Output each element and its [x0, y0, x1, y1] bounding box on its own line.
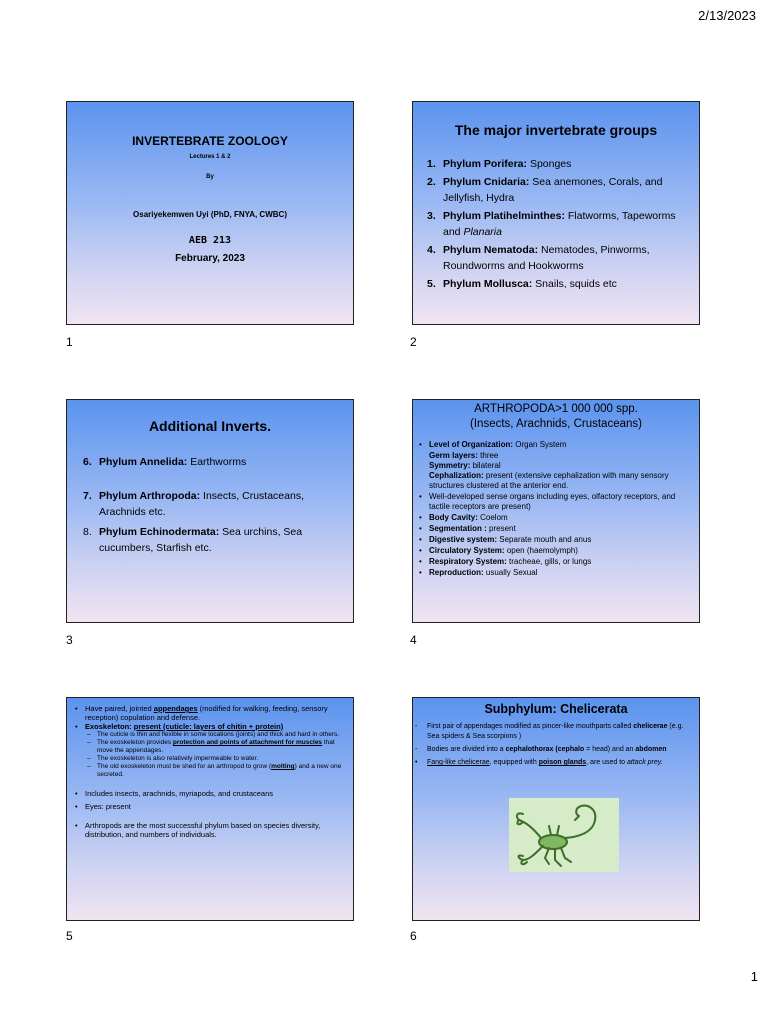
- print-date: 2/13/2023: [698, 8, 756, 23]
- course-code: AEB 213: [188, 235, 232, 246]
- slide-title: INVERTEBRATE ZOOLOGY: [132, 134, 288, 148]
- feature-list: [417, 440, 693, 579]
- author: Osariyekemwen Uyi (PhD, FNYA, CWBC): [133, 210, 287, 219]
- list-item: 3. Phylum Platihelminthes: Flatworms, Tapeworms and Planaria: [427, 210, 676, 238]
- list-item: – The cuticle is thin and flexible in some locations (joints) and thick and hard in others.: [73, 731, 347, 739]
- list-item: Cephalization: present (extensive cephalization with many sensory structures clustered at the anterior end.: [429, 471, 669, 490]
- slide-4: [412, 399, 700, 623]
- slide-1: [66, 101, 354, 325]
- list-item: Symmetry: bilateral: [429, 461, 501, 470]
- slide-number: 6: [410, 929, 417, 943]
- list-item: • Respiratory System: tracheae, gills, or lungs: [417, 557, 693, 567]
- list-item: • Circulatory System: open (haemolymph): [417, 546, 693, 556]
- slide-number: 5: [66, 929, 73, 943]
- lectures-label: Lectures 1 & 2: [189, 154, 231, 160]
- by-label: By: [206, 174, 214, 180]
- list-item: – The exoskeleton provides protection and points of attachment for muscles that move the appendages.: [73, 739, 347, 755]
- list-item: • Digestive system: Separate mouth and anus: [417, 535, 693, 545]
- arthropod-notes: [73, 704, 347, 839]
- list-item: 2. Phylum Cnidaria: Sea anemones, Corals, and Jellyfish, Hydra: [427, 176, 663, 204]
- group-list: [427, 156, 689, 294]
- scorpion-icon: [509, 798, 619, 872]
- scorpion-illustration: [509, 798, 619, 872]
- list-item: • Includes insects, arachnids, myriapods, and crustaceans: [73, 789, 347, 798]
- list-item: • Reproduction: usually Sexual: [417, 568, 693, 578]
- slide-number: 4: [410, 633, 417, 647]
- list-item: 8. Phylum Echinodermata: Sea urchins, Sea cucumbers, Starfish etc.: [83, 526, 303, 554]
- page-number: 1: [750, 969, 758, 984]
- slide-number: 3: [66, 633, 73, 647]
- chelicerata-list: [415, 722, 693, 771]
- list-item: 6. Phylum Annelida: Earthworms: [83, 456, 247, 468]
- list-item: 1. Phylum Porifera: Sponges: [427, 158, 572, 170]
- list-item: 7. Phylum Arthropoda: Insects, Crustaceans, Arachnids etc.: [83, 490, 304, 518]
- list-item: • Exoskeleton: present (cuticle: layers of chitin + protein): [73, 722, 347, 731]
- slide-number: 2: [410, 335, 417, 349]
- list-item: • Eyes: present: [73, 802, 347, 811]
- slide-title: The major invertebrate groups: [454, 122, 658, 138]
- slide-title: Subphylum: Chelicerata: [484, 702, 628, 716]
- list-item: • Fang-like chelicerae, equipped with poison glands, are used to attack prey.: [415, 758, 693, 768]
- list-item: - First pair of appendages modified as pincer-like mouthparts called chelicerae (e.g. Sea spiders & Sea scorpions ): [415, 722, 693, 742]
- list-item: – The old exoskeleton must be shed for an arthropod to grow (molting) and a new one secreted.: [73, 763, 347, 779]
- slide-title: Additional Inverts.: [148, 418, 272, 434]
- list-item: – The exoskeleton is also relatively impermeable to water.: [73, 755, 347, 763]
- list-item: Germ layers: three: [429, 451, 499, 460]
- slide-2: [412, 101, 700, 325]
- list-item: • Level of Organization: Organ System: [417, 440, 693, 450]
- slide-6: [412, 697, 700, 921]
- list-item: • Body Cavity: Coelom: [417, 513, 693, 523]
- slide-5: [66, 697, 354, 921]
- slide-number: 1: [66, 335, 73, 349]
- slide-title: ARTHROPODA>1 000 000 spp. (Insects, Arachnids, Crustaceans): [470, 403, 642, 430]
- list-item: • Segmentation : present: [417, 524, 693, 534]
- group-list: [83, 454, 339, 558]
- list-item: - Bodies are divided into a cephalothorax (cephalo = head) and an abdomen: [415, 745, 693, 755]
- slide-3: [66, 399, 354, 623]
- list-item: • Well-developed sense organs including eyes, olfactory receptors, and tactile receptors are present): [417, 492, 693, 512]
- list-item: • Have paired, jointed appendages (modified for walking, feeding, sensory reception) copulation and defense.: [73, 704, 347, 722]
- list-item: 4. Phylum Nematoda: Nematodes, Pinworms, Roundworms and Hookworms: [427, 244, 650, 272]
- list-item: • Arthropods are the most successful phylum based on species diversity, distribution, and numbers of individuals.: [73, 821, 347, 839]
- list-item: 5. Phylum Mollusca: Snails, squids etc: [427, 278, 617, 290]
- lecture-date: February, 2023: [175, 253, 245, 264]
